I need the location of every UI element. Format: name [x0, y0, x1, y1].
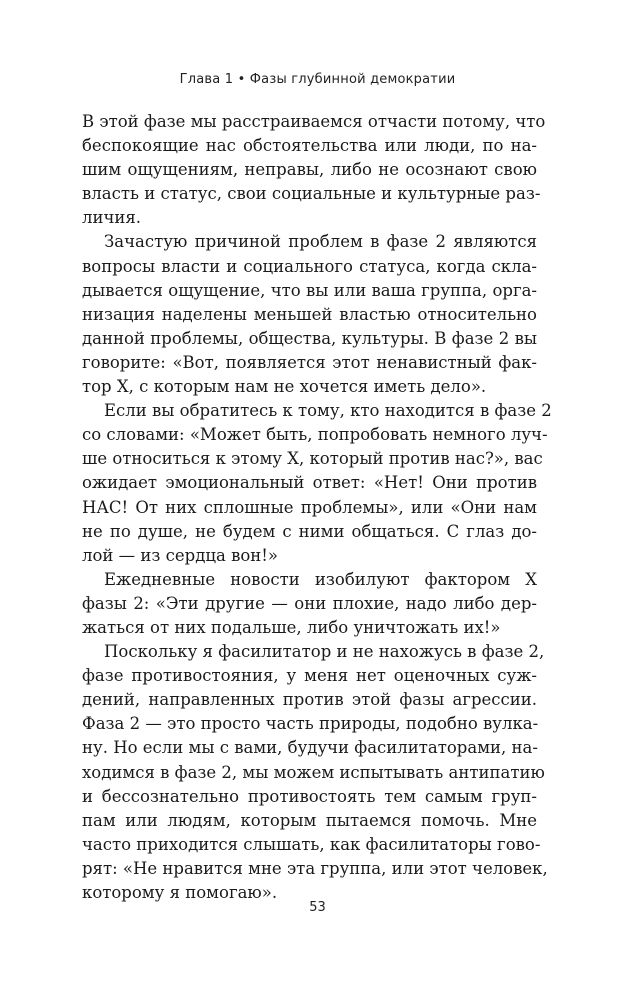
- paragraph-4: [82, 568, 537, 640]
- text-line: беспокоящие нас обстоятельства или люди, по на-: [82, 136, 537, 156]
- running-header: Глава 1 • Фазы глубинной демократии: [179, 72, 456, 87]
- text-line: дений, направленных против этой фазы агрессии.: [82, 690, 537, 710]
- text-line: Поскольку я фасилитатор и не нахожусь в фазе 2,: [104, 642, 545, 662]
- text-line: жаться от них подальше, либо уничтожать их!»: [82, 617, 501, 637]
- text-line: ну. Но если мы с вами, будучи фасилитаторами, на-: [82, 738, 538, 758]
- text-line: пам или людям, которым пытаемся помочь. Мне: [82, 810, 537, 830]
- text-line: фазе противостояния, у меня нет оценочных суж-: [82, 666, 537, 686]
- text-line: со словами: «Может быть, попробовать немного луч-: [82, 425, 548, 445]
- text-line: низация наделены меньшей властью относительно: [82, 304, 537, 324]
- paragraph-1: [82, 110, 546, 230]
- text-line: В этой фазе мы расстраиваемся отчасти потому, что: [82, 112, 546, 131]
- text-line: тор Х, с которым нам не хочется иметь дело».: [82, 377, 487, 397]
- text-line: не по душе, не будем с ними общаться. С глаз до-: [82, 521, 537, 541]
- text-line: Фаза 2 — это просто часть природы, подобно вулка-: [82, 714, 539, 734]
- text-line: НАС! От них сплошные проблемы», или «Они нам: [82, 497, 537, 517]
- text-line: ожидает эмоциональный ответ: «Нет! Они против: [82, 473, 537, 493]
- paragraph-5: [82, 640, 548, 905]
- text-line: фазы 2: «Эти другие — они плохие, надо либо дер-: [82, 593, 537, 613]
- text-line: Ежедневные новости изобилуют фактором Х: [104, 569, 537, 589]
- text-line: ше относиться к этому Х, который против нас?», вас: [82, 449, 543, 469]
- text-line: часто приходится слышать, как фасилитаторы гово-: [82, 834, 541, 854]
- text-line: лой — из сердца вон!»: [82, 545, 279, 565]
- text-line: и бессознательно противостоять тем самым груп-: [82, 786, 537, 806]
- text-line: данной проблемы, общества, культуры. В фазе 2 вы: [82, 328, 537, 348]
- page-number: 53: [309, 900, 326, 915]
- text-line: вопросы власти и социального статуса, когда скла-: [82, 256, 537, 276]
- text-line: власть и статус, свои социальные и культурные раз-: [82, 184, 541, 204]
- body-text: [82, 110, 552, 905]
- text-line: шим ощущениям, неправы, либо не осознают свою: [82, 160, 537, 180]
- text-line: Если вы обратитесь к тому, кто находится в фазе 2: [104, 401, 552, 421]
- paragraph-2: [82, 230, 537, 399]
- text-line: говорите: «Вот, появляется этот ненавистный фак-: [82, 352, 537, 372]
- paragraph-3: [82, 399, 552, 568]
- text-line: которому я помогаю».: [82, 883, 278, 902]
- text-line: личия.: [82, 208, 142, 228]
- text-line: ходимся в фазе 2, мы можем испытывать антипатию: [82, 762, 545, 782]
- text-line: рят: «Не нравится мне эта группа, или этот человек,: [82, 858, 548, 878]
- text-line: дывается ощущение, что вы или ваша группа, орга-: [82, 280, 537, 300]
- text-line: Зачастую причиной проблем в фазе 2 являются: [104, 232, 537, 252]
